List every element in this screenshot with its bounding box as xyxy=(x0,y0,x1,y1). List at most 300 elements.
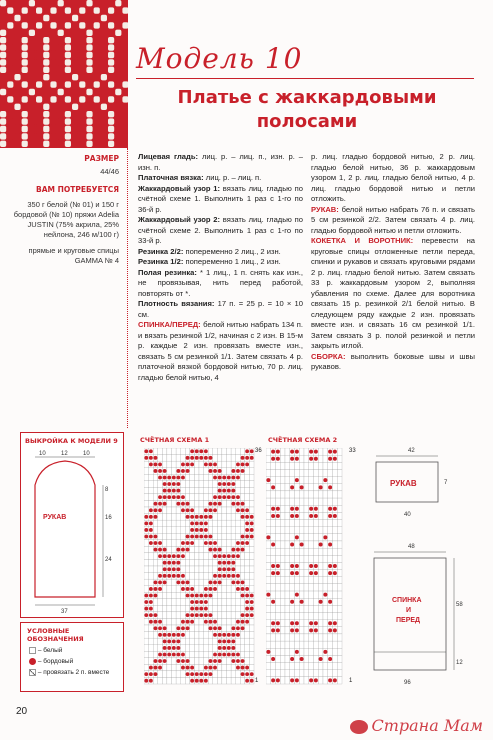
chart-dot xyxy=(154,626,158,630)
knit-stitch xyxy=(101,52,107,58)
knit-stitch xyxy=(86,37,92,43)
chart-cell xyxy=(309,591,314,598)
chart-dot xyxy=(149,508,153,512)
knit-stitch xyxy=(72,81,78,87)
chart-dot xyxy=(241,515,245,519)
chart-cell xyxy=(153,573,158,580)
knit-stitch xyxy=(36,89,42,95)
chart-cell xyxy=(190,645,195,652)
chart-cell xyxy=(333,634,338,641)
chart-cell xyxy=(167,455,172,462)
chart-cell xyxy=(309,484,314,491)
chart-cell xyxy=(213,612,218,619)
chart-cell xyxy=(266,448,271,455)
chart-cell xyxy=(190,553,195,560)
term: Плотность вязания: xyxy=(138,299,215,308)
chart-cell xyxy=(249,658,254,665)
knit-stitch xyxy=(36,52,42,58)
chart-cell xyxy=(323,584,328,591)
chart-dot xyxy=(227,646,231,650)
paragraph xyxy=(138,184,303,216)
chart-cell xyxy=(290,520,295,527)
chart-dot xyxy=(172,476,176,480)
chart-dot xyxy=(236,653,240,657)
knit-stitch xyxy=(79,22,85,28)
chart-cell xyxy=(231,592,236,599)
chart-dot xyxy=(167,646,171,650)
knit-stitch xyxy=(108,133,114,139)
chart-cell xyxy=(266,512,271,519)
chart-cell xyxy=(280,605,285,612)
dim-label: 48 xyxy=(408,544,415,550)
chart-dot xyxy=(271,564,275,568)
chart-cell xyxy=(314,634,319,641)
chart-dot xyxy=(154,502,158,506)
chart-cell xyxy=(222,605,227,612)
chart-cell xyxy=(295,527,300,534)
chart-cell xyxy=(167,612,172,619)
chart-cell xyxy=(280,484,285,491)
chart-cell xyxy=(285,469,290,476)
chart-cell xyxy=(271,641,276,648)
chart-dot xyxy=(176,561,180,565)
chart-cell xyxy=(176,527,181,534)
chart-dot xyxy=(213,508,217,512)
knit-stitch xyxy=(22,67,28,73)
chart-cell xyxy=(194,658,199,665)
chart-dot xyxy=(213,587,217,591)
chart-cell xyxy=(213,520,218,527)
knit-stitch xyxy=(0,30,6,36)
knit-stitch xyxy=(50,89,56,95)
chart-cell xyxy=(245,481,250,488)
chart-cell xyxy=(231,605,236,612)
chart-dot xyxy=(144,521,148,525)
chart-dot xyxy=(241,508,245,512)
paragraph xyxy=(311,352,475,373)
chart-cell xyxy=(190,474,195,481)
chart-cell xyxy=(199,625,204,632)
chart-cell xyxy=(222,618,227,625)
chart-cell xyxy=(153,481,158,488)
chart-cell xyxy=(299,534,304,541)
knit-stitch xyxy=(7,15,13,21)
chart-cell xyxy=(199,559,204,566)
chart-dot xyxy=(163,502,167,506)
chart-cell xyxy=(199,566,204,573)
chart-dot xyxy=(222,482,226,486)
knit-stitch xyxy=(79,126,85,132)
knit-stitch xyxy=(79,0,85,6)
chart-dot xyxy=(154,515,158,519)
knit-stitch xyxy=(72,22,78,28)
chart-dot xyxy=(231,554,235,558)
knit-stitch xyxy=(50,44,56,50)
chart-cell xyxy=(337,670,342,677)
chart-cell xyxy=(299,620,304,627)
chart-dot xyxy=(149,535,153,539)
chart-dot xyxy=(144,679,148,683)
chart-cell xyxy=(231,507,236,514)
chart-dot xyxy=(300,543,304,547)
chart-cell xyxy=(328,584,333,591)
dim-label: 37 xyxy=(61,609,68,615)
chart-dot xyxy=(204,607,208,611)
knit-stitch xyxy=(58,22,64,28)
chart-cell xyxy=(314,548,319,555)
knit-stitch xyxy=(14,15,20,21)
chart-dot xyxy=(163,469,167,473)
chart-cell xyxy=(299,634,304,641)
chart-cell xyxy=(217,677,222,684)
chart-dot xyxy=(241,548,245,552)
chart-cell xyxy=(299,505,304,512)
chart-cell xyxy=(158,566,163,573)
chart-dot xyxy=(172,561,176,565)
materials-line: 350 г белой (№ 01) и 150 г xyxy=(27,200,119,209)
knit-stitch xyxy=(7,22,13,28)
chart-cell xyxy=(318,548,323,555)
chart-dot xyxy=(295,457,299,461)
chart-cell xyxy=(276,577,281,584)
chart-dot xyxy=(172,646,176,650)
chart-cell xyxy=(153,651,158,658)
chart-cell xyxy=(231,586,236,593)
chart-cell xyxy=(181,455,186,462)
knit-stitch xyxy=(43,37,49,43)
chart-cell xyxy=(280,520,285,527)
paragraph xyxy=(138,247,303,258)
knit-stitch xyxy=(14,96,20,102)
knit-stitch xyxy=(7,37,13,43)
chart-dot xyxy=(190,594,194,598)
chart-cell xyxy=(149,487,154,494)
chart-dot xyxy=(163,567,167,571)
chart-dot xyxy=(245,679,249,683)
chart-cell xyxy=(162,664,167,671)
knit-stitch xyxy=(115,0,121,6)
chart-cell xyxy=(328,527,333,534)
chart-cell xyxy=(167,592,172,599)
chart-cell xyxy=(314,541,319,548)
chart-dot xyxy=(199,521,203,525)
chart-dot xyxy=(209,666,213,670)
chart-cell xyxy=(304,505,309,512)
chart-cell xyxy=(227,605,232,612)
knit-stitch xyxy=(43,30,49,36)
chart-dot xyxy=(167,567,171,571)
knit-stitch xyxy=(86,96,92,102)
chart-dot xyxy=(218,574,222,578)
body-diagram xyxy=(362,540,482,690)
chart-dot xyxy=(231,476,235,480)
chart-dot xyxy=(276,514,280,518)
chart-cell xyxy=(222,592,227,599)
chart-dot xyxy=(276,571,280,575)
chart-dot xyxy=(290,485,294,489)
chart-cell xyxy=(280,534,285,541)
knit-stitch xyxy=(22,74,28,80)
chart-cell xyxy=(318,612,323,619)
chart-cell xyxy=(280,491,285,498)
knit-stitch xyxy=(115,67,121,73)
knit-stitch xyxy=(94,81,100,87)
chart-cell xyxy=(208,632,213,639)
knit-stitch xyxy=(108,52,114,58)
paragraph xyxy=(138,215,303,247)
chart-scheme-1 xyxy=(140,436,209,444)
chart-cell xyxy=(194,468,199,475)
chart-cell xyxy=(266,469,271,476)
chart-dot xyxy=(181,548,185,552)
chart-dot xyxy=(154,535,158,539)
chart-cell xyxy=(276,634,281,641)
chart-cell xyxy=(245,566,250,573)
chart-cell xyxy=(240,494,245,501)
chart-cell xyxy=(176,533,181,540)
knit-stitch xyxy=(43,81,49,87)
chart-cell xyxy=(285,541,290,548)
sleeve-diagram xyxy=(362,440,472,520)
chart-cell xyxy=(231,461,236,468)
chart-cell xyxy=(144,540,149,547)
chart-cell xyxy=(190,579,195,586)
dim-label: 16 xyxy=(105,515,112,521)
chart-cell xyxy=(240,448,245,455)
chart-dot xyxy=(300,600,304,604)
chart-cell xyxy=(213,645,218,652)
knit-stitch xyxy=(0,22,6,28)
chart-cell xyxy=(222,507,227,514)
chart-dot xyxy=(158,502,162,506)
chart-cell xyxy=(167,586,172,593)
chart-cell xyxy=(266,562,271,569)
chart-dot xyxy=(149,587,153,591)
chart-dot xyxy=(204,535,208,539)
chart-dot xyxy=(209,626,213,630)
chart-cell xyxy=(280,670,285,677)
chart-cell xyxy=(199,500,204,507)
chart-dot xyxy=(241,626,245,630)
chart-cell xyxy=(217,455,222,462)
knit-stitch xyxy=(86,89,92,95)
chart-cell xyxy=(185,573,190,580)
chart-dot xyxy=(158,495,162,499)
chart-dot xyxy=(213,495,217,499)
knit-stitch xyxy=(108,96,114,102)
chart-dot xyxy=(195,594,199,598)
section-text: белой нитью набрать 76 п. и связать 5 см резинкой 2/2. Затем связать 4 р. лиц. гладью бордовой нитью и петли отложить. xyxy=(311,204,475,235)
chart-dot xyxy=(328,678,332,682)
knit-stitch xyxy=(79,67,85,73)
chart-dot xyxy=(319,543,323,547)
chart-cell xyxy=(176,618,181,625)
chart-dot xyxy=(227,489,231,493)
chart-cell xyxy=(208,494,213,501)
chart-cell xyxy=(227,500,232,507)
chart-dot xyxy=(290,457,294,461)
chart-cell xyxy=(172,586,177,593)
chart-cell xyxy=(236,605,241,612)
chart-cell xyxy=(227,677,232,684)
chart-cell xyxy=(271,491,276,498)
chart-dot xyxy=(154,541,158,545)
chart-cell xyxy=(285,477,290,484)
chart-cell xyxy=(181,671,186,678)
chart-cell xyxy=(318,605,323,612)
knit-stitch xyxy=(101,104,107,110)
chart-cell xyxy=(217,527,222,534)
knit-stitch xyxy=(43,118,49,124)
chart-cell xyxy=(222,468,227,475)
chart-dot xyxy=(204,449,208,453)
chart-cell xyxy=(236,481,241,488)
chart-dot xyxy=(204,587,208,591)
chart-dot xyxy=(295,478,299,482)
chart-cell xyxy=(314,555,319,562)
chart-dot xyxy=(149,613,153,617)
chart-dot xyxy=(186,456,190,460)
chart-cell xyxy=(158,605,163,612)
chart-cell xyxy=(323,663,328,670)
chart-cell xyxy=(227,514,232,521)
chart-cell xyxy=(318,505,323,512)
chart-cell xyxy=(162,605,167,612)
chart-dot xyxy=(333,457,337,461)
dim-label: 40 xyxy=(404,512,411,518)
knit-stitch xyxy=(86,126,92,132)
chart-cell xyxy=(185,677,190,684)
chart-cell xyxy=(153,520,158,527)
chart-dot xyxy=(290,621,294,625)
chart-cell xyxy=(266,527,271,534)
chart-cell xyxy=(280,562,285,569)
knit-stitch xyxy=(58,111,64,117)
knit-stitch xyxy=(94,15,100,21)
chart-cell xyxy=(337,491,342,498)
chart-dot xyxy=(181,541,185,545)
chart-cell xyxy=(285,505,290,512)
chart-dot xyxy=(163,639,167,643)
knit-stitch xyxy=(0,52,6,58)
chart-cell xyxy=(199,586,204,593)
chart-dot xyxy=(245,515,249,519)
chart-cell xyxy=(337,627,342,634)
chart-cell xyxy=(185,651,190,658)
section-text: р. лиц. гладью бордовой нитью, 2 р. лиц. гладью белой нитью, 36 р. жаккардовым узором 1, 2 р. лиц. гладью белой нитью, 4 р. лиц. гладью бордовой нитью и петли отложить. xyxy=(311,152,475,203)
white-swatch-icon xyxy=(29,647,36,654)
chart-dot xyxy=(186,626,190,630)
chart-dot xyxy=(190,456,194,460)
chart-cell xyxy=(271,469,276,476)
chart-cell xyxy=(144,658,149,665)
chart-dot xyxy=(250,449,254,453)
chart-cell xyxy=(204,645,209,652)
chart-cell xyxy=(323,484,328,491)
chart-cell xyxy=(172,461,177,468)
chart-cell xyxy=(222,671,227,678)
chart-cell xyxy=(309,527,314,534)
chart-dot xyxy=(190,515,194,519)
chart-cell xyxy=(194,638,199,645)
chart-cell xyxy=(158,455,163,462)
chart-dot xyxy=(163,659,167,663)
chart-cell xyxy=(199,573,204,580)
chart-cell xyxy=(236,455,241,462)
knit-stitch xyxy=(115,126,121,132)
chart-dot xyxy=(209,672,213,676)
chart-cell xyxy=(162,514,167,521)
chart-dot xyxy=(204,456,208,460)
chart-dot xyxy=(163,495,167,499)
chart-cell xyxy=(266,670,271,677)
chart-cell xyxy=(328,520,333,527)
chart-dot xyxy=(241,613,245,617)
chart-dot xyxy=(213,574,217,578)
chart-cell xyxy=(245,500,250,507)
knit-stitch xyxy=(0,96,6,102)
chart-cell xyxy=(304,641,309,648)
knit-stitch xyxy=(101,67,107,73)
chart-cell xyxy=(227,540,232,547)
chart-cell xyxy=(144,494,149,501)
chart-cell xyxy=(176,664,181,671)
chart-dot xyxy=(333,514,337,518)
chart-dot xyxy=(231,502,235,506)
chart-dot xyxy=(209,462,213,466)
chart-cell xyxy=(309,655,314,662)
chart-dot xyxy=(290,514,294,518)
chart-cell xyxy=(181,448,186,455)
chart-cell xyxy=(314,527,319,534)
chart-cell xyxy=(299,548,304,555)
chart-dot xyxy=(154,666,158,670)
knit-stitch xyxy=(0,74,6,80)
chart-dot xyxy=(236,620,240,624)
chart-cell xyxy=(167,514,172,521)
knit-stitch xyxy=(29,0,35,6)
chart-cell xyxy=(333,591,338,598)
chart-dot xyxy=(204,666,208,670)
chart-cell xyxy=(314,520,319,527)
chart-dot xyxy=(250,679,254,683)
chart-cell xyxy=(190,487,195,494)
chart-cell xyxy=(290,548,295,555)
chart-cell xyxy=(245,632,250,639)
chart-cell xyxy=(181,612,186,619)
chart-cell xyxy=(276,663,281,670)
chart-cell xyxy=(222,533,227,540)
chart-dot xyxy=(190,672,194,676)
chart-dot xyxy=(222,476,226,480)
chart-cell xyxy=(280,462,285,469)
knit-stitch xyxy=(65,0,71,6)
chart-cell xyxy=(328,641,333,648)
chart-cell xyxy=(337,677,342,684)
chart-dot xyxy=(181,626,185,630)
chart-dot xyxy=(309,621,313,625)
chart-cell xyxy=(190,559,195,566)
knit-stitch xyxy=(65,118,71,124)
chart-cell xyxy=(162,533,167,540)
chart-cell xyxy=(176,461,181,468)
chart-dot xyxy=(328,628,332,632)
knit-stitch xyxy=(72,126,78,132)
chart-dot xyxy=(309,450,313,454)
chart-cell xyxy=(285,655,290,662)
chart-dot xyxy=(227,495,231,499)
chart-dot xyxy=(163,574,167,578)
